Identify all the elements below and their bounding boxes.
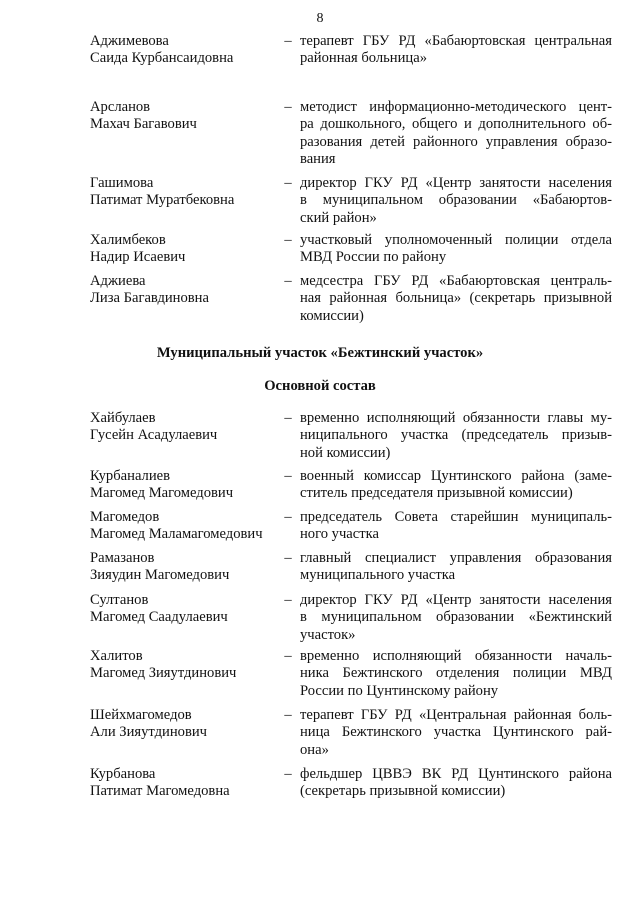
member-role [300, 648, 612, 700]
role-line: ститель председателя призывной комиссии) [300, 485, 573, 502]
member-name [90, 550, 280, 585]
role-line: главный специалист управления образования [300, 550, 612, 566]
role-line: муниципального участка [300, 567, 456, 584]
dash-separator: – [284, 766, 292, 782]
member-surname: Аджимевова [90, 33, 169, 49]
dash-separator: – [284, 550, 292, 566]
member-role [300, 592, 612, 644]
member-given-name: Лиза Багавдиновна [90, 290, 209, 307]
member-name [90, 273, 280, 308]
member-given-name: Махач Багавович [90, 116, 197, 133]
role-line: директор ГКУ РД «Центр занятости населения [300, 175, 612, 191]
role-line: МВД России по району [300, 249, 447, 266]
member-given-name: Магомед Маламагомедович [90, 526, 263, 543]
member-role [300, 273, 612, 325]
role-line: фельдшер ЦВВЭ ВК РД Цунтинского района [300, 766, 612, 782]
role-line: вания [300, 151, 336, 168]
member-given-name: Гусейн Асадулаевич [90, 427, 218, 444]
role-line: России по Цунтинскому району [300, 682, 499, 699]
member-given-name: Магомед Зияутдинович [90, 665, 237, 682]
role-line: ниципального участка (председатель призыв- [300, 427, 612, 444]
member-surname: Шейхмагомедов [90, 707, 192, 723]
member-given-name: Али Зияутдинович [90, 724, 207, 741]
member-name [90, 99, 280, 134]
member-name [90, 468, 280, 503]
member-given-name: Надир Исаевич [90, 249, 186, 266]
member-surname: Гашимова [90, 175, 154, 191]
dash-separator: – [284, 468, 292, 484]
member-role [300, 33, 612, 68]
role-line: председатель Совета старейшин муниципаль- [300, 509, 612, 525]
role-line: методист информационно-методического цент- [300, 99, 612, 115]
role-line: ного участка [300, 526, 379, 543]
member-given-name: Зияудин Магомедович [90, 567, 230, 584]
role-line: разования детей районного управления образо- [300, 133, 612, 150]
member-given-name: Магомед Саадулаевич [90, 609, 228, 626]
member-name [90, 175, 280, 210]
member-name [90, 410, 280, 445]
member-role [300, 468, 612, 503]
member-role [300, 232, 612, 267]
member-name [90, 509, 280, 544]
role-line: в муниципальном образовании «Бежтинский [300, 609, 612, 626]
role-line: ра дошкольного, общего и дополнительного об- [300, 116, 612, 133]
role-line: медсестра ГБУ РД «Бабаюртовская централь- [300, 273, 612, 289]
role-line: временно исполняющий обязанности началь- [300, 648, 612, 664]
member-surname: Аджиева [90, 273, 146, 289]
role-line: ной комиссии) [300, 444, 391, 461]
dash-separator: – [284, 175, 292, 191]
member-name [90, 592, 280, 627]
member-given-name: Саида Курбансаидовна [90, 50, 234, 67]
member-role [300, 99, 612, 169]
member-surname: Халитов [90, 648, 143, 664]
member-surname: Халимбеков [90, 232, 166, 248]
section-title: Муниципальный участок «Бежтинский участок» [156, 345, 484, 361]
dash-separator: – [284, 232, 292, 248]
dash-separator: – [284, 99, 292, 115]
dash-separator: – [284, 707, 292, 723]
member-given-name: Патимат Магомедовна [90, 783, 230, 800]
role-line: терапевт ГБУ РД «Бабаюртовская центральная [300, 33, 612, 49]
member-surname: Султанов [90, 592, 149, 608]
role-line: ная районная больница» (секретарь призывной [300, 290, 612, 307]
member-name [90, 232, 280, 267]
dash-separator: – [284, 648, 292, 664]
role-line: районная больница» [300, 50, 428, 67]
member-surname: Курбаналиев [90, 468, 171, 484]
role-line: ский район» [300, 209, 377, 226]
role-line: директор ГКУ РД «Центр занятости населения [300, 592, 612, 608]
member-role [300, 410, 612, 462]
role-line: в муниципальном образовании «Бабаюртов- [300, 192, 612, 209]
subsection-title: Основной состав [264, 378, 376, 394]
role-line: военный комиссар Цунтинского района (заме- [300, 468, 612, 484]
dash-separator: – [284, 273, 292, 289]
dash-separator: – [284, 410, 292, 426]
role-line: (секретарь призывной комиссии) [300, 783, 506, 800]
member-surname: Курбанова [90, 766, 156, 782]
member-surname: Хайбулаев [90, 410, 156, 426]
member-given-name: Патимат Муратбековна [90, 192, 235, 209]
role-line: участковый уполномоченный полиции отдела [300, 232, 612, 248]
role-line: она» [300, 741, 329, 758]
member-surname: Арсланов [90, 99, 151, 115]
member-name [90, 766, 280, 801]
role-line: временно исполняющий обязанности главы му- [300, 410, 612, 426]
member-surname: Магомедов [90, 509, 160, 525]
role-line: ника Бежтинского отделения полиции МВД [300, 665, 612, 682]
member-name [90, 707, 280, 742]
role-line: терапевт ГБУ РД «Центральная районная боль- [300, 707, 612, 723]
role-line: участок» [300, 626, 356, 643]
member-name [90, 33, 280, 68]
member-role [300, 509, 612, 544]
member-given-name: Магомед Магомедович [90, 485, 234, 502]
member-role [300, 175, 612, 227]
dash-separator: – [284, 592, 292, 608]
page-number: 8 [316, 11, 324, 26]
member-role [300, 707, 612, 759]
member-name [90, 648, 280, 683]
member-surname: Рамазанов [90, 550, 155, 566]
member-role [300, 766, 612, 801]
role-line: комиссии) [300, 307, 364, 324]
dash-separator: – [284, 33, 292, 49]
member-role [300, 550, 612, 585]
dash-separator: – [284, 509, 292, 525]
role-line: ница Бежтинского участка Цунтинского рай- [300, 724, 612, 741]
